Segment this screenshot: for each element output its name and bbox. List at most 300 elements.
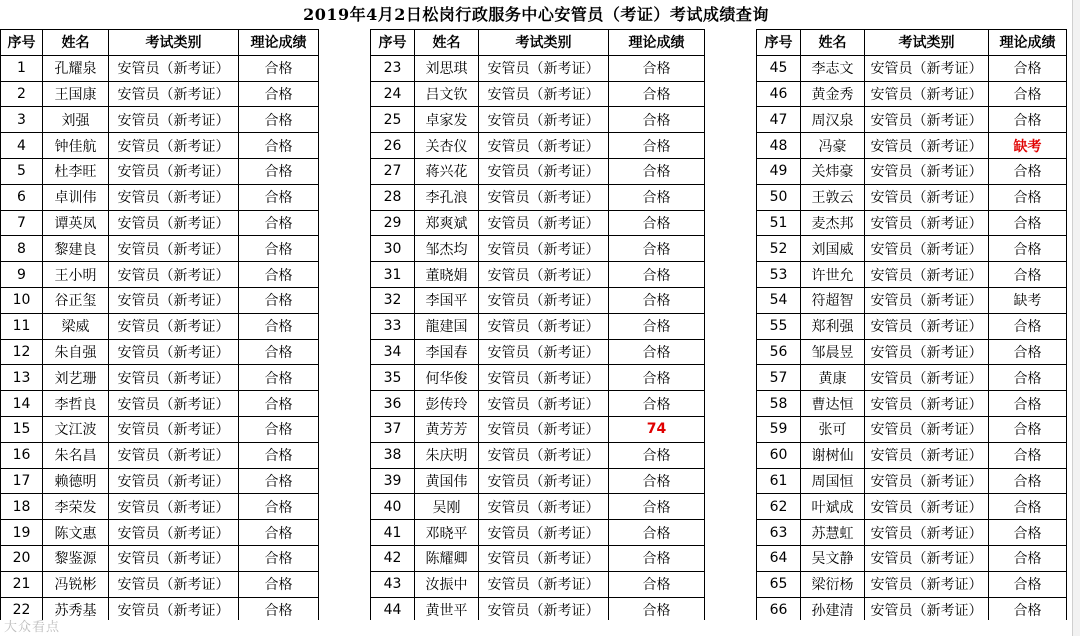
cell-category: 安管员（新考证）	[479, 55, 609, 81]
cell-name: 邹杰均	[415, 236, 479, 262]
cell-seq: 24	[371, 81, 415, 107]
table-row	[371, 416, 705, 442]
cell-seq: 54	[757, 287, 801, 313]
cell-score: 合格	[989, 210, 1067, 236]
cell-seq: 39	[371, 468, 415, 494]
cell-score: 合格	[609, 571, 705, 597]
cell-category: 安管员（新考证）	[865, 494, 989, 520]
table-row	[1, 81, 319, 107]
cell-score: 合格	[989, 365, 1067, 391]
cell-category: 安管员（新考证）	[479, 571, 609, 597]
cell-name: 郑爽斌	[415, 210, 479, 236]
cell-seq: 55	[757, 313, 801, 339]
table-row	[371, 210, 705, 236]
table-row	[757, 158, 1067, 184]
table-row	[757, 391, 1067, 417]
table-row	[371, 520, 705, 546]
table-row	[371, 262, 705, 288]
cell-name: 李荣发	[43, 494, 109, 520]
cell-score: 合格	[609, 55, 705, 81]
table-row	[371, 133, 705, 159]
cell-name: 卓训伟	[43, 184, 109, 210]
table-row	[757, 571, 1067, 597]
cell-name: 吴文静	[801, 545, 865, 571]
cell-name: 杜李旺	[43, 158, 109, 184]
cell-seq: 57	[757, 365, 801, 391]
cell-seq: 58	[757, 391, 801, 417]
cell-category: 安管员（新考证）	[109, 391, 239, 417]
cell-category: 安管员（新考证）	[109, 133, 239, 159]
cell-category: 安管员（新考证）	[865, 133, 989, 159]
cell-score: 合格	[239, 107, 319, 133]
cell-score: 合格	[609, 81, 705, 107]
cell-seq: 11	[1, 313, 43, 339]
cell-score: 合格	[239, 597, 319, 623]
cell-category: 安管员（新考证）	[109, 442, 239, 468]
cell-name: 黄金秀	[801, 81, 865, 107]
table-row	[1, 494, 319, 520]
cell-seq: 64	[757, 545, 801, 571]
cell-name: 符超智	[801, 287, 865, 313]
cell-score: 合格	[239, 81, 319, 107]
cell-name: 许世允	[801, 262, 865, 288]
cell-seq: 21	[1, 571, 43, 597]
cell-name: 董晓娟	[415, 262, 479, 288]
cell-seq: 60	[757, 442, 801, 468]
cell-category: 安管员（新考证）	[479, 313, 609, 339]
cell-category: 安管员（新考证）	[479, 545, 609, 571]
cell-category: 安管员（新考证）	[865, 391, 989, 417]
cell-score: 合格	[239, 416, 319, 442]
cell-name: 邹晨昱	[801, 339, 865, 365]
cell-category: 安管员（新考证）	[865, 81, 989, 107]
cell-name: 叶斌成	[801, 494, 865, 520]
table-row	[1, 184, 319, 210]
cell-category: 安管员（新考证）	[109, 184, 239, 210]
cell-name: 文江波	[43, 416, 109, 442]
cell-seq: 26	[371, 133, 415, 159]
cell-score: 缺考	[989, 133, 1067, 159]
table-row	[757, 468, 1067, 494]
cell-name: 周汉泉	[801, 107, 865, 133]
cell-seq: 6	[1, 184, 43, 210]
cell-name: 孔耀泉	[43, 55, 109, 81]
header-seq: 序号	[1, 30, 43, 56]
table-row	[757, 494, 1067, 520]
cell-score: 合格	[239, 365, 319, 391]
cell-score: 合格	[239, 158, 319, 184]
cell-score: 合格	[239, 55, 319, 81]
header-score: 理论成绩	[989, 30, 1067, 56]
cell-score: 合格	[609, 442, 705, 468]
cell-score: 合格	[239, 494, 319, 520]
cell-seq: 47	[757, 107, 801, 133]
cell-score: 合格	[609, 133, 705, 159]
table-row	[371, 545, 705, 571]
cell-seq: 13	[1, 365, 43, 391]
cell-name: 梁威	[43, 313, 109, 339]
cell-seq: 56	[757, 339, 801, 365]
cell-category: 安管员（新考证）	[479, 81, 609, 107]
cell-category: 安管员（新考证）	[109, 262, 239, 288]
cell-seq: 25	[371, 107, 415, 133]
cell-category: 安管员（新考证）	[479, 107, 609, 133]
cell-category: 安管员（新考证）	[109, 416, 239, 442]
cell-seq: 48	[757, 133, 801, 159]
table-row	[757, 262, 1067, 288]
table-row	[757, 545, 1067, 571]
cell-seq: 18	[1, 494, 43, 520]
cell-score: 合格	[239, 545, 319, 571]
cell-name: 卓家发	[415, 107, 479, 133]
table-row	[757, 365, 1067, 391]
table-row	[371, 158, 705, 184]
cell-name: 刘国威	[801, 236, 865, 262]
cell-score: 合格	[239, 262, 319, 288]
cell-category: 安管员（新考证）	[865, 184, 989, 210]
cell-score: 合格	[609, 262, 705, 288]
cell-name: 彭传玲	[415, 391, 479, 417]
cell-name: 黎鉴源	[43, 545, 109, 571]
cell-category: 安管员（新考证）	[865, 545, 989, 571]
cell-category: 安管员（新考证）	[109, 520, 239, 546]
cell-name: 张可	[801, 416, 865, 442]
cell-name: 朱自强	[43, 339, 109, 365]
table-row	[1, 313, 319, 339]
cell-category: 安管员（新考证）	[479, 339, 609, 365]
cell-name: 关杏仪	[415, 133, 479, 159]
cell-category: 安管员（新考证）	[109, 55, 239, 81]
table-row	[1, 416, 319, 442]
table-row	[371, 365, 705, 391]
table-row	[757, 597, 1067, 623]
cell-seq: 7	[1, 210, 43, 236]
cell-score: 合格	[609, 365, 705, 391]
cell-score: 合格	[989, 520, 1067, 546]
cell-name: 曹达恒	[801, 391, 865, 417]
cell-name: 王国康	[43, 81, 109, 107]
table-row	[1, 520, 319, 546]
cell-score: 合格	[609, 520, 705, 546]
cell-score: 合格	[609, 107, 705, 133]
cell-category: 安管员（新考证）	[109, 545, 239, 571]
cell-category: 安管员（新考证）	[865, 107, 989, 133]
cell-seq: 59	[757, 416, 801, 442]
cell-name: 钟佳航	[43, 133, 109, 159]
cell-name: 邓晓平	[415, 520, 479, 546]
bottom-strip	[0, 620, 1072, 636]
cell-category: 安管员（新考证）	[479, 262, 609, 288]
cell-seq: 36	[371, 391, 415, 417]
cell-name: 吴刚	[415, 494, 479, 520]
cell-category: 安管员（新考证）	[109, 107, 239, 133]
cell-seq: 33	[371, 313, 415, 339]
header-score: 理论成绩	[609, 30, 705, 56]
cell-seq: 43	[371, 571, 415, 597]
table-row	[371, 442, 705, 468]
cell-name: 黎建良	[43, 236, 109, 262]
cell-name: 黄世平	[415, 597, 479, 623]
cell-category: 安管员（新考证）	[479, 520, 609, 546]
cell-category: 安管员（新考证）	[479, 416, 609, 442]
cell-name: 麦杰邦	[801, 210, 865, 236]
cell-score: 合格	[239, 468, 319, 494]
table-row	[371, 468, 705, 494]
cell-seq: 52	[757, 236, 801, 262]
cell-seq: 10	[1, 287, 43, 313]
results-block-3	[756, 29, 1067, 623]
cell-seq: 49	[757, 158, 801, 184]
table-row	[757, 313, 1067, 339]
cell-score: 合格	[989, 313, 1067, 339]
table-row	[757, 339, 1067, 365]
cell-score: 合格	[989, 55, 1067, 81]
cell-seq: 19	[1, 520, 43, 546]
cell-seq: 29	[371, 210, 415, 236]
cell-category: 安管员（新考证）	[109, 158, 239, 184]
cell-name: 谢树仙	[801, 442, 865, 468]
table-row	[371, 571, 705, 597]
cell-category: 安管员（新考证）	[479, 210, 609, 236]
cell-name: 孙建清	[801, 597, 865, 623]
cell-seq: 22	[1, 597, 43, 623]
cell-score: 合格	[239, 391, 319, 417]
cell-name: 吕文钦	[415, 81, 479, 107]
cell-name: 刘艺珊	[43, 365, 109, 391]
cell-category: 安管员（新考证）	[109, 287, 239, 313]
cell-category: 安管员（新考证）	[865, 468, 989, 494]
cell-category: 安管员（新考证）	[479, 365, 609, 391]
cell-category: 安管员（新考证）	[865, 158, 989, 184]
table-row	[1, 236, 319, 262]
cell-category: 安管员（新考证）	[865, 416, 989, 442]
table-row	[757, 287, 1067, 313]
header-name: 姓名	[43, 30, 109, 56]
cell-seq: 1	[1, 55, 43, 81]
cell-name: 汝振中	[415, 571, 479, 597]
cell-category: 安管员（新考证）	[109, 365, 239, 391]
cell-score: 合格	[609, 339, 705, 365]
cell-name: 刘思琪	[415, 55, 479, 81]
table-row	[371, 81, 705, 107]
header-name: 姓名	[415, 30, 479, 56]
cell-name: 赖德明	[43, 468, 109, 494]
cell-score: 合格	[989, 262, 1067, 288]
cell-category: 安管员（新考证）	[479, 494, 609, 520]
cell-seq: 31	[371, 262, 415, 288]
cell-name: 蒋兴花	[415, 158, 479, 184]
cell-name: 王小明	[43, 262, 109, 288]
cell-name: 李孔浪	[415, 184, 479, 210]
table-row	[371, 184, 705, 210]
table-row	[371, 339, 705, 365]
cell-score: 合格	[609, 236, 705, 262]
results-table-3	[756, 29, 1067, 623]
cell-category: 安管员（新考证）	[865, 55, 989, 81]
cell-score: 合格	[609, 545, 705, 571]
table-row	[1, 287, 319, 313]
cell-score: 合格	[239, 339, 319, 365]
cell-name: 李志文	[801, 55, 865, 81]
cell-category: 安管员（新考证）	[865, 365, 989, 391]
cell-seq: 50	[757, 184, 801, 210]
cell-score: 合格	[239, 184, 319, 210]
table-row	[1, 442, 319, 468]
cell-seq: 37	[371, 416, 415, 442]
cell-score: 合格	[609, 158, 705, 184]
cell-category: 安管员（新考证）	[479, 442, 609, 468]
cell-seq: 42	[371, 545, 415, 571]
cell-name: 黄国伟	[415, 468, 479, 494]
table-row	[757, 520, 1067, 546]
cell-seq: 38	[371, 442, 415, 468]
cell-score: 合格	[989, 545, 1067, 571]
cell-score: 合格	[239, 313, 319, 339]
cell-name: 谷正玺	[43, 287, 109, 313]
cell-seq: 27	[371, 158, 415, 184]
cell-name: 何华俊	[415, 365, 479, 391]
cell-category: 安管员（新考证）	[865, 262, 989, 288]
cell-name: 刘强	[43, 107, 109, 133]
cell-seq: 66	[757, 597, 801, 623]
cell-category: 安管员（新考证）	[865, 236, 989, 262]
cell-score: 合格	[609, 313, 705, 339]
cell-seq: 9	[1, 262, 43, 288]
cell-score: 合格	[989, 416, 1067, 442]
cell-name: 谭英凤	[43, 210, 109, 236]
page-title: 2019年4月2日松岗行政服务中心安管员（考证）考试成绩查询	[303, 5, 769, 24]
cell-name: 郑利强	[801, 313, 865, 339]
cell-name: 黄芳芳	[415, 416, 479, 442]
table-row	[1, 210, 319, 236]
table-row	[1, 468, 319, 494]
cell-seq: 61	[757, 468, 801, 494]
cell-category: 安管员（新考证）	[865, 313, 989, 339]
cell-category: 安管员（新考证）	[479, 287, 609, 313]
cell-seq: 2	[1, 81, 43, 107]
cell-name: 李哲良	[43, 391, 109, 417]
cell-name: 龍建国	[415, 313, 479, 339]
cell-category: 安管员（新考证）	[479, 184, 609, 210]
table-row	[757, 55, 1067, 81]
cell-seq: 34	[371, 339, 415, 365]
table-row	[371, 391, 705, 417]
cell-seq: 45	[757, 55, 801, 81]
cell-seq: 5	[1, 158, 43, 184]
cell-score: 缺考	[989, 287, 1067, 313]
cell-category: 安管员（新考证）	[479, 468, 609, 494]
cell-score: 合格	[609, 287, 705, 313]
cell-seq: 14	[1, 391, 43, 417]
table-row	[1, 133, 319, 159]
table-row	[371, 313, 705, 339]
cell-score: 合格	[989, 442, 1067, 468]
cell-score: 合格	[239, 571, 319, 597]
cell-seq: 44	[371, 597, 415, 623]
cell-score: 合格	[239, 442, 319, 468]
header-row	[371, 30, 705, 56]
cell-seq: 12	[1, 339, 43, 365]
cell-score: 合格	[239, 520, 319, 546]
cell-score: 合格	[989, 339, 1067, 365]
cell-score: 合格	[989, 571, 1067, 597]
cell-score: 合格	[989, 107, 1067, 133]
cell-seq: 23	[371, 55, 415, 81]
table-row	[1, 55, 319, 81]
cell-seq: 51	[757, 210, 801, 236]
cell-name: 梁衍杨	[801, 571, 865, 597]
cell-category: 安管员（新考证）	[109, 339, 239, 365]
cell-name: 陈耀卿	[415, 545, 479, 571]
table-row	[757, 184, 1067, 210]
cell-score: 合格	[989, 184, 1067, 210]
results-block-2	[370, 29, 705, 623]
cell-score: 合格	[239, 236, 319, 262]
table-row	[1, 107, 319, 133]
cell-score: 合格	[989, 494, 1067, 520]
cell-category: 安管员（新考证）	[865, 520, 989, 546]
cell-seq: 4	[1, 133, 43, 159]
cell-seq: 3	[1, 107, 43, 133]
table-row	[757, 107, 1067, 133]
cell-category: 安管员（新考证）	[865, 339, 989, 365]
results-table-1	[0, 29, 319, 623]
cell-seq: 65	[757, 571, 801, 597]
header-row	[1, 30, 319, 56]
cell-category: 安管员（新考证）	[109, 81, 239, 107]
cell-score: 合格	[609, 494, 705, 520]
table-row	[371, 597, 705, 623]
cell-seq: 32	[371, 287, 415, 313]
table-row	[757, 236, 1067, 262]
header-category: 考试类别	[479, 30, 609, 56]
cell-name: 关炜豪	[801, 158, 865, 184]
header-row	[757, 30, 1067, 56]
cell-name: 陈文惠	[43, 520, 109, 546]
cell-category: 安管员（新考证）	[865, 210, 989, 236]
cell-name: 黄康	[801, 365, 865, 391]
cell-category: 安管员（新考证）	[109, 571, 239, 597]
table-row	[1, 158, 319, 184]
cell-category: 安管员（新考证）	[865, 442, 989, 468]
table-row	[757, 81, 1067, 107]
cell-category: 安管员（新考证）	[109, 597, 239, 623]
cell-seq: 53	[757, 262, 801, 288]
cell-seq: 16	[1, 442, 43, 468]
cell-seq: 28	[371, 184, 415, 210]
table-row	[371, 287, 705, 313]
header-category: 考试类别	[865, 30, 989, 56]
cell-category: 安管员（新考证）	[479, 236, 609, 262]
cell-category: 安管员（新考证）	[109, 236, 239, 262]
cell-name: 冯锐彬	[43, 571, 109, 597]
table-row	[757, 133, 1067, 159]
cell-score: 合格	[609, 210, 705, 236]
cell-name: 周国恒	[801, 468, 865, 494]
watermark-text: 大众看点	[4, 620, 61, 635]
table-row	[1, 391, 319, 417]
cell-name: 朱名昌	[43, 442, 109, 468]
cell-score: 合格	[609, 468, 705, 494]
cell-category: 安管员（新考证）	[109, 313, 239, 339]
cell-score: 合格	[989, 158, 1067, 184]
cell-score: 合格	[989, 81, 1067, 107]
table-row	[371, 107, 705, 133]
cell-seq: 8	[1, 236, 43, 262]
cell-score: 合格	[609, 597, 705, 623]
results-block-1	[0, 29, 319, 623]
cell-score: 合格	[989, 468, 1067, 494]
